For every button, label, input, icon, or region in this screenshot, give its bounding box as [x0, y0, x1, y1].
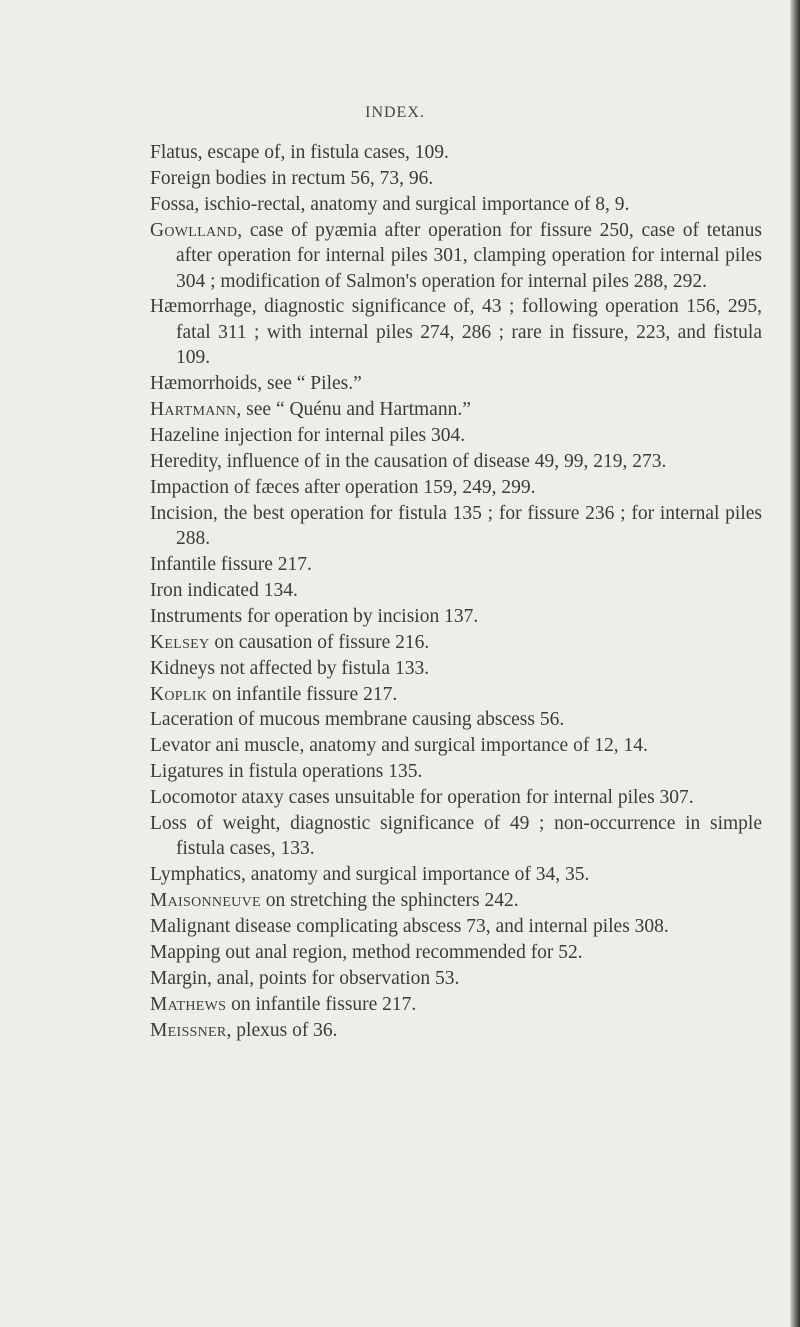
entry-text: Hæmorrhage, diagnostic significance of, 43 ; following operation 156, 295, fatal 311 ; with internal piles 274, 286 ; rare in fissure, 223, and fistula 109. — [150, 296, 762, 369]
entry-text: , case of pyæmia after operation for fissure 250, case of tetanus after operation for internal piles 301, clamping operation for internal piles 304 ; modification of Salmon's operation for internal piles 288, 292. — [176, 219, 762, 292]
entry-text: Laceration of mucous membrane causing abscess 56. — [150, 709, 565, 731]
index-entry — [150, 656, 762, 681]
entry-name: Koplik — [150, 683, 208, 705]
index-entry — [150, 449, 762, 474]
index-entry — [150, 294, 762, 370]
index-entry — [150, 940, 762, 965]
entry-text: Lymphatics, anatomy and surgical importance of 34, 35. — [150, 864, 590, 886]
entry-text: on causation of fissure 216. — [209, 631, 430, 653]
entry-name: Maisonneuve — [150, 890, 261, 912]
index-entry — [150, 1018, 762, 1043]
entry-text: Hæmorrhoids, see “ Piles.” — [150, 373, 362, 395]
index-entry — [150, 604, 762, 629]
entry-text: Incision, the best operation for fistula 135 ; for fissure 236 ; for internal piles 288. — [150, 502, 762, 550]
entry-text: Loss of weight, diagnostic significance of 49 ; non-occurrence in simple fistula cases, 133. — [150, 813, 762, 860]
entry-text: Locomotor ataxy cases unsuitable for operation for internal piles 307. — [150, 787, 694, 809]
index-entry — [150, 630, 762, 655]
index-entry — [150, 759, 762, 784]
entry-text: Kidneys not affected by fistula 133. — [150, 657, 430, 679]
entry-text: Iron indicated 134. — [150, 579, 298, 601]
entry-text: Flatus, escape of, in fistula cases, 109. — [150, 142, 449, 163]
entry-text: Hazeline injection for internal piles 304. — [150, 424, 466, 446]
entry-text: Infantile fissure 217. — [150, 554, 312, 575]
index-entry — [150, 166, 762, 191]
entry-text: Levator ani muscle, anatomy and surgical importance of 12, 14. — [150, 735, 648, 757]
index-entry — [150, 888, 762, 913]
page-header: INDEX. — [365, 104, 425, 121]
entry-text: on infantile fissure 217. — [207, 683, 398, 705]
index-entry — [150, 914, 762, 939]
index-entries — [150, 140, 762, 1044]
entry-text: Malignant disease complicating abscess 73, and internal piles 308. — [150, 916, 669, 938]
index-entry — [150, 992, 762, 1017]
entry-name: Hartmann — [150, 399, 237, 421]
entry-text: Ligatures in fistula operations 135. — [150, 761, 423, 783]
index-entry — [150, 475, 762, 500]
index-entry — [150, 140, 762, 165]
entry-text: Impaction of fæces after operation 159, 249, 299. — [150, 476, 536, 498]
entry-text: Foreign bodies in rectum 56, 73, 96. — [150, 167, 434, 189]
entry-text: on infantile fissure 217. — [226, 993, 417, 1015]
index-entry — [150, 578, 762, 603]
entry-text: , see “ Quénu and Hartmann.” — [236, 399, 471, 421]
entry-text: on stretching the sphincters 242. — [260, 890, 519, 912]
index-entry — [150, 966, 762, 991]
page-edge-shadow — [790, 0, 800, 1327]
entry-text: , plexus of 36. — [226, 1019, 338, 1041]
index-entry — [150, 707, 762, 732]
index-entry — [150, 785, 762, 810]
entry-name: Kelsey — [150, 631, 210, 653]
entry-text: Heredity, influence of in the causation of disease 49, 99, 219, 273. — [150, 450, 667, 472]
index-entry — [150, 811, 762, 862]
entry-text: Fossa, ischio-rectal, anatomy and surgical importance of 8, 9. — [150, 193, 630, 215]
index-entry — [150, 552, 762, 577]
index-entry — [150, 862, 762, 887]
index-entry — [150, 397, 762, 422]
index-entry — [150, 501, 762, 552]
entry-name: Gowlland — [150, 219, 238, 241]
index-entry — [150, 682, 762, 707]
entry-text: Mapping out anal region, method recommended for 52. — [150, 942, 583, 964]
entry-name: Mathews — [150, 993, 227, 1015]
entry-text: Instruments for operation by incision 137. — [150, 605, 479, 627]
index-entry — [150, 218, 762, 294]
index-entry — [150, 733, 762, 758]
index-entry — [150, 192, 762, 217]
entry-name: Meissner — [150, 1019, 227, 1041]
index-entry — [150, 423, 762, 448]
index-entry — [150, 371, 762, 396]
entry-text: Margin, anal, points for observation 53. — [150, 968, 460, 989]
